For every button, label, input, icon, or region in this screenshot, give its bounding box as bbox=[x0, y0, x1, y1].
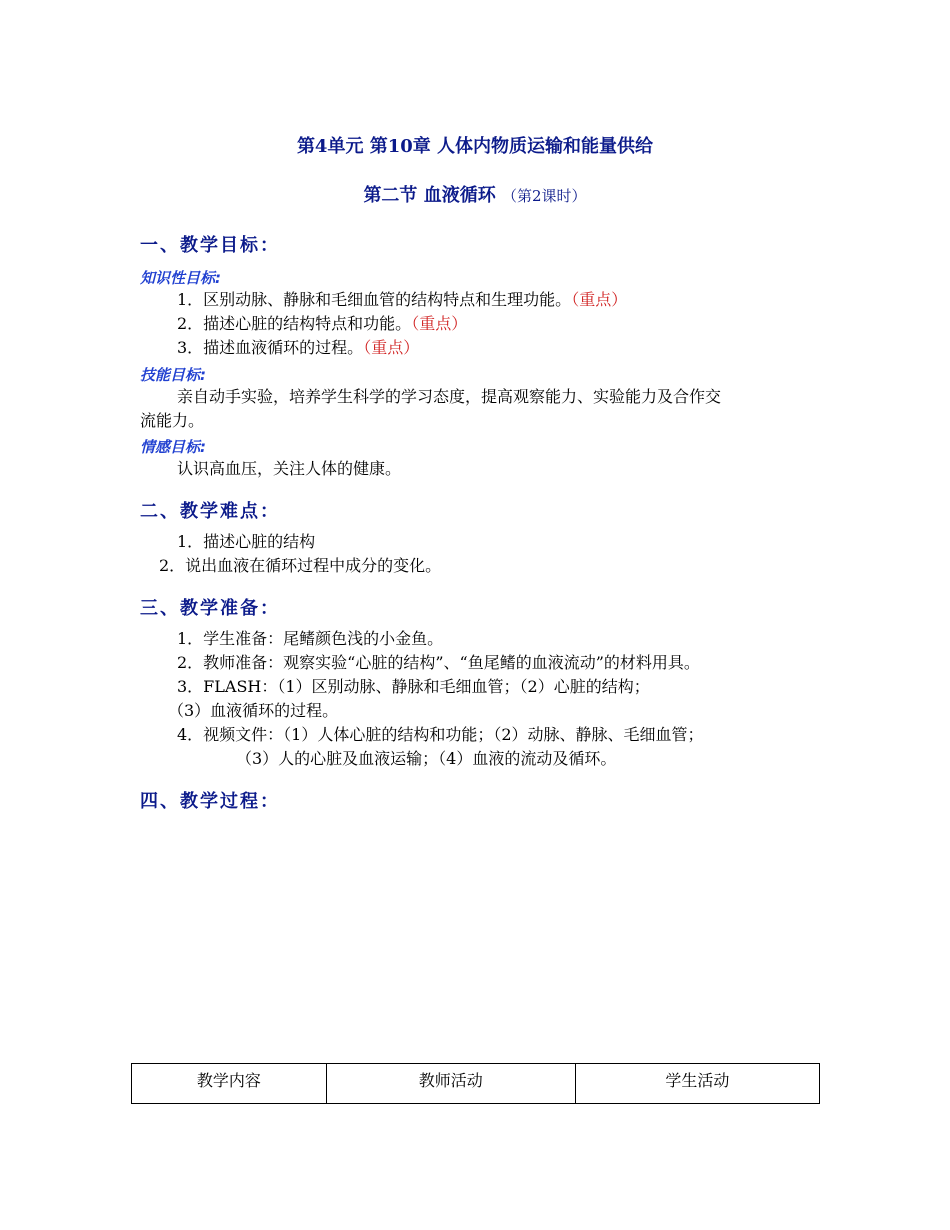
table-header-content: 教学内容 bbox=[132, 1064, 327, 1104]
heading-goals: 一、教学目标： bbox=[140, 235, 280, 256]
skill-goal-line-1: 亲自动手实验，培养学生科学的学习态度，提高观察能力、实验能力及合作交 bbox=[177, 387, 722, 406]
preparation-line-4: （3）血液循环的过程。 bbox=[168, 701, 339, 720]
emotion-goal-line: 认识高血压，关注人体的健康。 bbox=[177, 459, 402, 478]
heading-knowledge-goals: 知识性目标: bbox=[140, 269, 221, 287]
table-header-teacher: 教师活动 bbox=[326, 1064, 575, 1104]
preparation-line-2: 2．教师准备：观察实验“心脏的结构”、“鱼尾鳍的血液流动”的材料用具。 bbox=[177, 653, 700, 672]
section-title bbox=[0, 181, 950, 207]
unit-title: 第4单元 第10章 人体内物质运输和能量供给 bbox=[296, 136, 654, 157]
process-table bbox=[131, 1063, 820, 1104]
knowledge-item-2 bbox=[177, 312, 467, 336]
heading-process: 四、教学过程： bbox=[140, 791, 280, 812]
heading-skill-goals: 技能目标: bbox=[140, 366, 206, 384]
preparation-line-6: （3）人的心脏及血液运输；（4）血液的流动及循环。 bbox=[236, 749, 617, 768]
skill-goal-line-2: 流能力。 bbox=[140, 411, 205, 430]
heading-difficulties: 二、教学难点： bbox=[140, 501, 280, 522]
table-header-student: 学生活动 bbox=[575, 1064, 819, 1104]
section-title-text: 第二节 血液循环 bbox=[363, 185, 496, 206]
knowledge-item-1 bbox=[177, 288, 627, 312]
difficulty-item-2: 2．说出血液在循环过程中成分的变化。 bbox=[159, 556, 442, 575]
key-point-tag: （重点） bbox=[411, 314, 468, 333]
heading-preparation: 三、教学准备： bbox=[140, 598, 280, 619]
table-header-row bbox=[132, 1064, 820, 1104]
preparation-line-5: 4．视频文件：（1）人体心脏的结构和功能；（2）动脉、静脉、毛细血管； bbox=[177, 725, 704, 744]
key-point-tag: （重点） bbox=[363, 338, 420, 357]
key-point-tag: （重点） bbox=[571, 290, 628, 309]
heading-emotion-goals: 情感目标: bbox=[140, 438, 206, 456]
knowledge-item-3 bbox=[177, 336, 419, 360]
knowledge-item-text: 2．描述心脏的结构特点和功能。 bbox=[177, 314, 412, 333]
section-note: （第2课时） bbox=[502, 187, 587, 205]
difficulty-item-1: 1．描述心脏的结构 bbox=[177, 532, 316, 551]
preparation-line-1: 1．学生准备：尾鳍颜色浅的小金鱼。 bbox=[177, 629, 444, 648]
knowledge-item-text: 1．区别动脉、静脉和毛细血管的结构特点和生理功能。 bbox=[177, 290, 572, 309]
preparation-line-3: 3．FLASH：（1）区别动脉、静脉和毛细血管；（2）心脏的结构； bbox=[177, 677, 650, 696]
knowledge-item-text: 3．描述血液循环的过程。 bbox=[177, 338, 364, 357]
